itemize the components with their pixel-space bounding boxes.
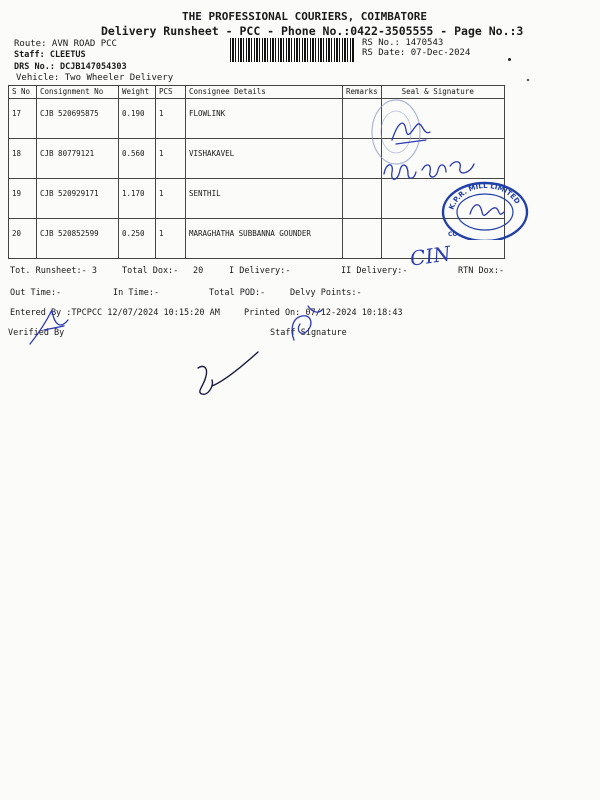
- cell-sno: 17: [9, 99, 37, 139]
- entered-by: Entered By :TPCPCC 12/07/2024 10:15:20 AM: [10, 308, 220, 318]
- tot-runsheet: Tot. Runsheet:- 3: [10, 266, 97, 276]
- ink-dot: [508, 58, 511, 61]
- company-seal: [440, 178, 530, 240]
- cell-pcs: 1: [156, 179, 186, 219]
- verifier-signature: [188, 346, 268, 402]
- cell-remarks: [343, 219, 382, 259]
- cell-consignee: FLOWLINK: [186, 99, 343, 139]
- col-header-sno: S No: [9, 86, 37, 99]
- table-header-row: [9, 86, 505, 99]
- cell-consignment: CJB 520852599: [37, 219, 119, 259]
- cell-consignee: SENTHIL: [186, 179, 343, 219]
- total-dox-label: Total Dox:-: [122, 266, 179, 276]
- cell-weight: 1.170: [119, 179, 156, 219]
- out-time: Out Time:-: [10, 288, 62, 298]
- col-header-pcs: PCS: [156, 86, 186, 99]
- cell-sno: 19: [9, 179, 37, 219]
- company-title: THE PROFESSIONAL COURIERS, COIMBATORE: [182, 10, 428, 23]
- i-delivery: I Delivery:-: [229, 266, 291, 276]
- cell-consignee: MARAGHATHA SUBBANNA GOUNDER: [186, 219, 343, 259]
- staff-label: Staff: CLEETUS: [14, 50, 86, 60]
- vehicle-label: Vehicle: Two Wheeler Delivery: [16, 73, 174, 83]
- cell-consignee: VISHAKAVEL: [186, 139, 343, 179]
- signature-row17: [386, 112, 436, 152]
- cell-sno: 20: [9, 219, 37, 259]
- seal-text-bottom: CO: [448, 231, 458, 238]
- cell-weight: 0.560: [119, 139, 156, 179]
- in-time: In Time:-: [113, 288, 160, 298]
- delvy-points: Delvy Points:-: [290, 288, 362, 298]
- cell-pcs: 1: [156, 99, 186, 139]
- verified-by: Verified By: [8, 328, 65, 338]
- cell-consignment: CJB 520929171: [37, 179, 119, 219]
- drs-label: DRS No.: DCJB147054303: [14, 62, 127, 72]
- cell-remarks: [343, 179, 382, 219]
- entered-by-scribble: [24, 300, 84, 350]
- cell-pcs: 1: [156, 219, 186, 259]
- printed-on-scribble: [282, 300, 332, 346]
- barcode: [230, 38, 355, 62]
- col-header-remarks: Remarks: [343, 86, 382, 99]
- col-header-consignee: Consignee Details: [186, 86, 343, 99]
- runsheet-title: Delivery Runsheet - PCC - Phone No.:0422-3505555 - Page No.:3: [101, 24, 524, 38]
- rtn-dox: RTN Dox:-: [458, 266, 505, 276]
- route-label: Route: AVN ROAD PCC: [14, 39, 117, 49]
- cell-weight: 0.250: [119, 219, 156, 259]
- col-header-consignment: Consignment No: [37, 86, 119, 99]
- cell-pcs: 1: [156, 139, 186, 179]
- rs-date: RS Date: 07-Dec-2024: [362, 48, 471, 58]
- cell-sno: 18: [9, 139, 37, 179]
- cell-consignment: CJB 520695875: [37, 99, 119, 139]
- ink-dot: [527, 79, 529, 81]
- ii-delivery: II Delivery:-: [341, 266, 408, 276]
- printed-on: Printed On: 07/12-2024 10:18:43: [244, 308, 403, 318]
- seal-text-top: K.P.R. MILL LIMITED: [447, 181, 522, 211]
- total-pod: Total POD:-: [209, 288, 266, 298]
- col-header-weight: Weight: [119, 86, 156, 99]
- total-dox-value: 20: [193, 266, 204, 276]
- cell-consignment: CJB 80779121: [37, 139, 119, 179]
- handwritten-cin: CIN: [408, 241, 453, 271]
- rs-number: RS No.: 1470543: [362, 38, 444, 48]
- col-header-seal: Seal & Signature: [381, 86, 504, 99]
- staff-signature: Staff Signature: [270, 328, 347, 338]
- cell-weight: 0.190: [119, 99, 156, 139]
